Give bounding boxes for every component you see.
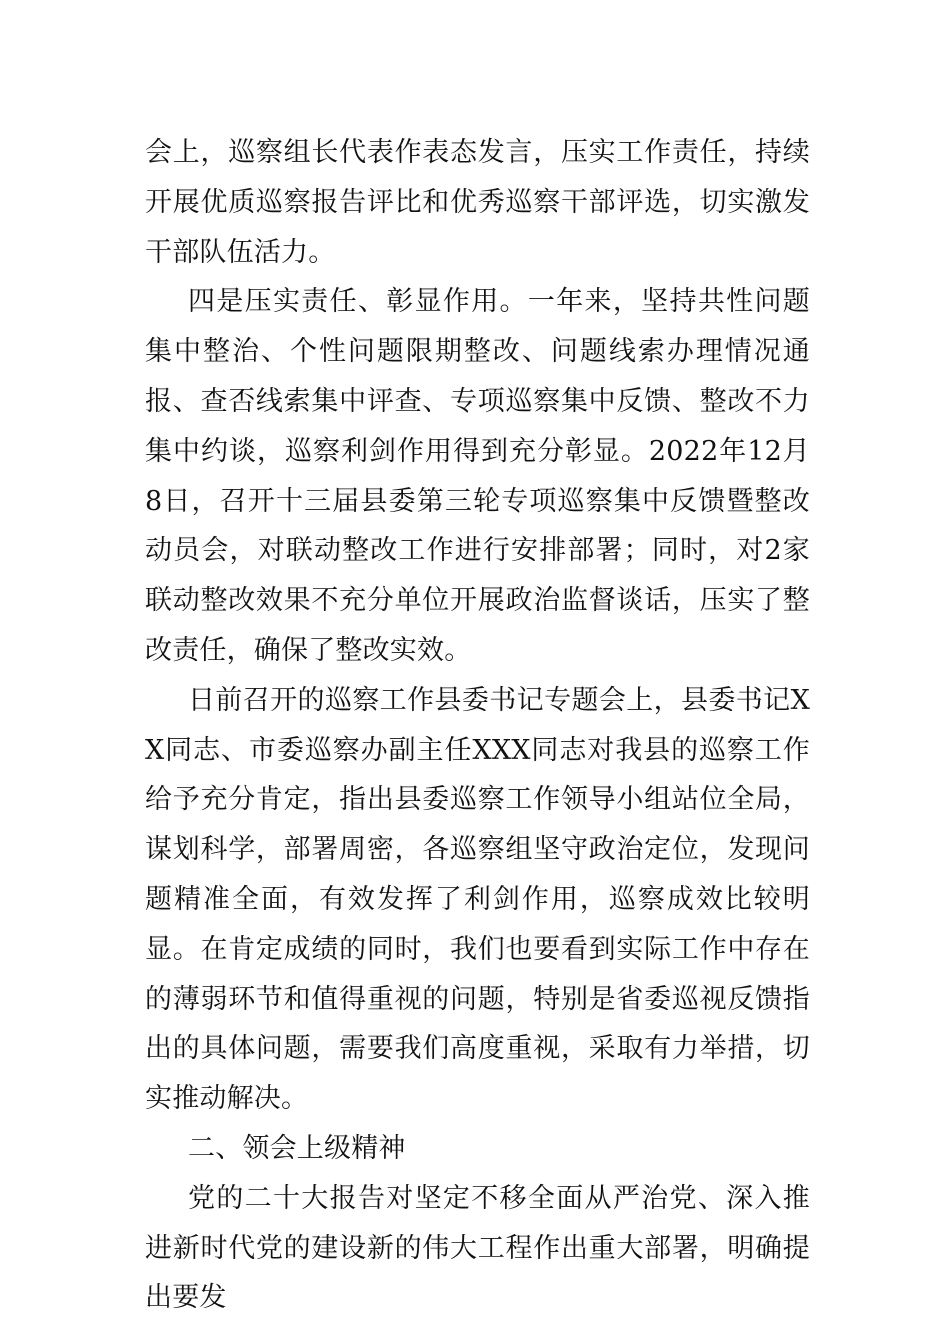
- document-body: [145, 128, 810, 1323]
- section-heading: 二、领会上级精神: [188, 1132, 406, 1164]
- paragraph-continuation: 会上，巡察组长代表作表态发言，压实工作责任，持续开展优质巡察报告评比和优秀巡察干部评选，切实激发干部队伍活力。: [145, 137, 810, 268]
- paragraph-special-meeting: 日前召开的巡察工作县委书记专题会上，县委书记XX同志、市委巡察办副主任XXX同志对我县的巡察工作给予充分肯定，指出县委巡察工作领导小组站位全局，谋划科学，部署周密，各巡察组坚守政治定位，发现问题精准全面，有效发挥了利剑作用，巡察成效比较明显。在肯定成绩的同时，我们也要看到实际工作中存在的薄弱环节和值得重视的问题，特别是省委巡视反馈指出的具体问题，需要我们高度重视，采取有力举措，切实推动解决。: [145, 684, 810, 1115]
- paragraph-responsibility: 四是压实责任、彰显作用。一年来，坚持共性问题集中整治、个性问题限期整改、问题线索办理情况通报、查否线索集中评查、专项巡察集中反馈、整改不力集中约谈，巡察利剑作用得到充分彰显。2022年12月8日，召开十三届县委第三轮专项巡察集中反馈暨整改动员会，对联动整改工作进行安排部署；同时，对2家联动整改效果不充分单位开展政治监督谈话，压实了整改责任，确保了整改实效。: [145, 286, 810, 666]
- paragraph-twentieth-congress: 党的二十大报告对坚定不移全面从严治党、深入推进新时代党的建设新的伟大工程作出重大部署，明确提出要发: [145, 1182, 810, 1314]
